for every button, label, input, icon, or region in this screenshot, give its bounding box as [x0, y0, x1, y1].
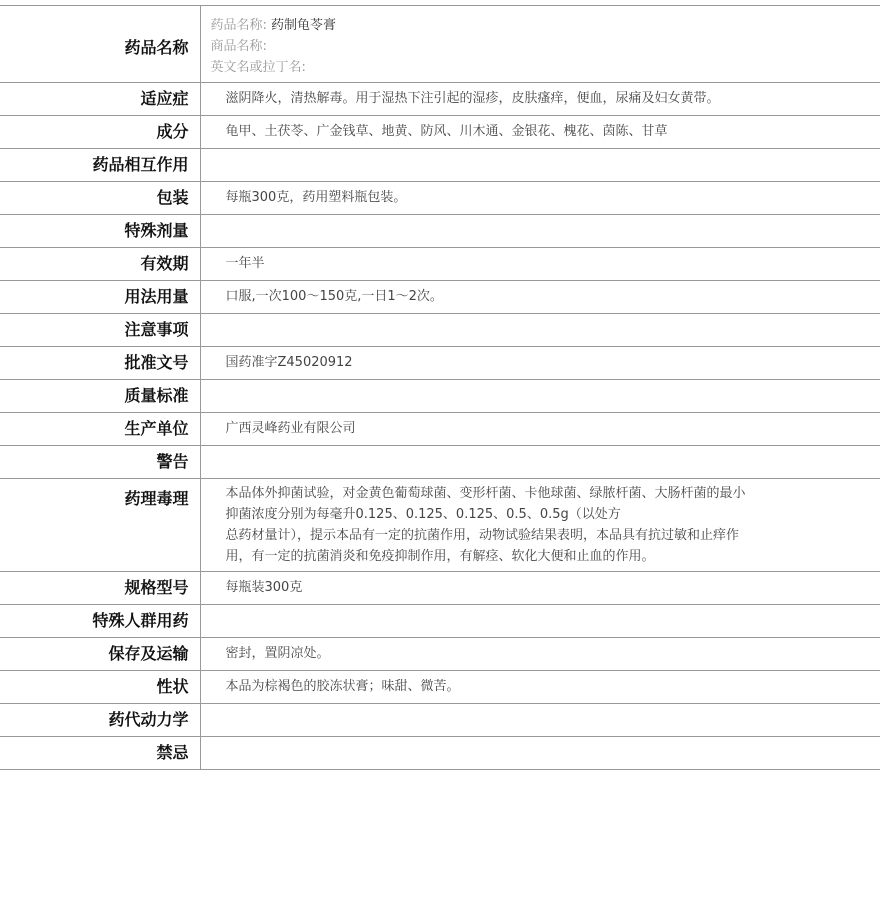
row-value — [200, 446, 880, 479]
row-value: 本品为棕褐色的胶冻状膏；味甜、微苦。 — [225, 679, 460, 694]
row-specification — [0, 572, 880, 605]
drug-spec-table — [0, 5, 880, 770]
row-label: 禁忌 — [0, 737, 200, 770]
row-value — [200, 149, 880, 182]
pharmacology-line: 抑菌浓度分别为每毫升0.125、0.125、0.125、0.5、0.5g（以处方 — [225, 507, 621, 522]
row-special-populations — [0, 605, 880, 638]
row-label: 适应症 — [0, 83, 200, 116]
row-label: 包装 — [0, 182, 200, 215]
english-name-key: 英文名或拉丁名: — [210, 60, 306, 75]
english-name-line — [211, 57, 791, 78]
row-storage — [0, 638, 880, 671]
drug-name-details — [200, 6, 880, 83]
row-contraindications — [0, 737, 880, 770]
row-label: 药理毒理 — [0, 479, 200, 572]
pharmacology-line: 总药材量计），提示本品有一定的抗菌作用，动物试验结果表明，本品具有抗过敏和止痒作 — [225, 528, 740, 543]
pharmacology-line: 用，有一定的抗菌消炎和免疫抑制作用，有解痉、软化大便和止血的作用。 — [225, 549, 655, 564]
row-special-dosage — [0, 215, 880, 248]
row-precautions — [0, 314, 880, 347]
row-label: 性状 — [0, 671, 200, 704]
row-warning — [0, 446, 880, 479]
row-appearance — [0, 671, 880, 704]
row-label: 药品相互作用 — [0, 149, 200, 182]
row-indications — [0, 83, 880, 116]
row-label: 药品名称 — [0, 6, 200, 83]
row-packaging — [0, 182, 880, 215]
row-value: 一年半 — [225, 256, 265, 271]
generic-name-value: 药制龟苓膏 — [271, 18, 337, 33]
row-quality-standard — [0, 380, 880, 413]
pharmacology-line: 本品体外抑菌试验，对金黄色葡萄球菌、变形杆菌、卡他球菌、绿脓杆菌、大肠杆菌的最小 — [225, 486, 746, 501]
row-value: 广西灵峰药业有限公司 — [225, 421, 356, 436]
row-ingredients — [0, 116, 880, 149]
row-label: 规格型号 — [0, 572, 200, 605]
row-label: 质量标准 — [0, 380, 200, 413]
row-value: 口服,一次100～150克,一日1～2次。 — [225, 289, 443, 304]
pharmacology-text — [200, 479, 880, 572]
row-label: 用法用量 — [0, 281, 200, 314]
generic-name-key: 药品名称: — [210, 18, 267, 33]
row-value — [200, 605, 880, 638]
row-value: 龟甲、土茯苓、广金钱草、地黄、防风、川木通、金银花、槐花、茵陈、甘草 — [225, 124, 668, 139]
row-value — [200, 314, 880, 347]
row-label: 有效期 — [0, 248, 200, 281]
row-value: 国药准字Z45020912 — [225, 355, 353, 370]
row-value — [200, 737, 880, 770]
row-label: 保存及运输 — [0, 638, 200, 671]
row-drug-name — [0, 6, 880, 83]
row-value — [200, 215, 880, 248]
row-value: 每瓶装300克 — [225, 580, 303, 595]
row-label: 批准文号 — [0, 347, 200, 380]
row-value: 密封，置阴凉处。 — [225, 646, 330, 661]
row-label: 特殊剂量 — [0, 215, 200, 248]
row-manufacturer — [0, 413, 880, 446]
row-value — [200, 380, 880, 413]
row-label: 药代动力学 — [0, 704, 200, 737]
row-approval-number — [0, 347, 880, 380]
row-label: 特殊人群用药 — [0, 605, 200, 638]
generic-name-line — [211, 15, 791, 36]
row-label: 成分 — [0, 116, 200, 149]
row-label: 生产单位 — [0, 413, 200, 446]
row-pharmacology — [0, 479, 880, 572]
row-value — [200, 704, 880, 737]
row-shelf-life — [0, 248, 880, 281]
row-usage-dosage — [0, 281, 880, 314]
row-value: 滋阴降火，清热解毒。用于湿热下注引起的湿疹，皮肤瘙痒，便血，尿痛及妇女黄带。 — [225, 91, 720, 106]
trade-name-key: 商品名称: — [210, 39, 267, 54]
row-value: 每瓶300克，药用塑料瓶包装。 — [225, 190, 407, 205]
trade-name-line — [211, 36, 791, 57]
row-label: 警告 — [0, 446, 200, 479]
row-label: 注意事项 — [0, 314, 200, 347]
row-interactions — [0, 149, 880, 182]
row-pharmacokinetics — [0, 704, 880, 737]
